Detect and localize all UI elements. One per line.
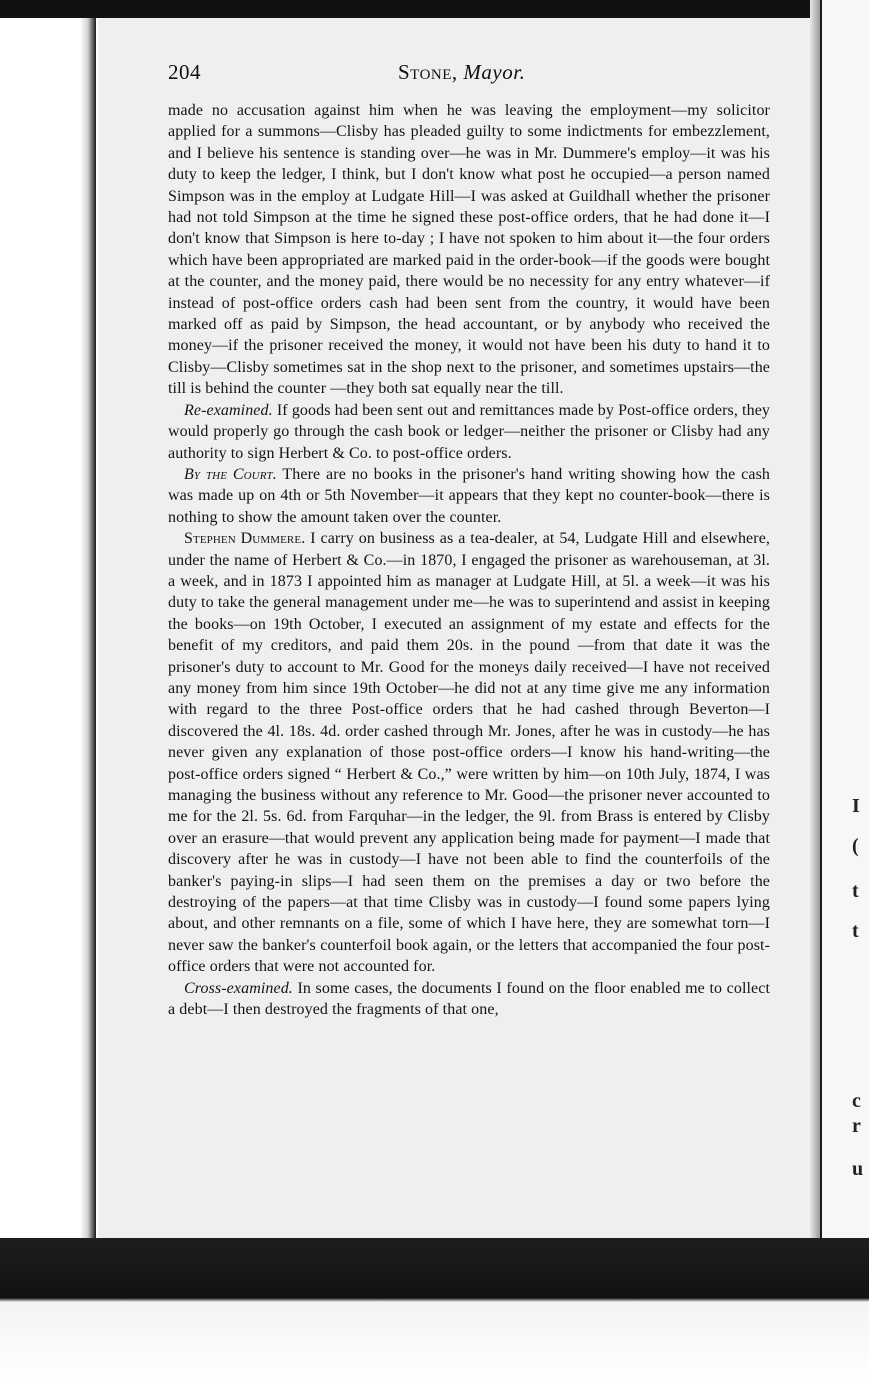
facing-page-glyph: I [852,795,860,817]
running-head-name: Stone, [398,60,458,84]
paragraph-text: I carry on business as a tea-dealer, at 54, Ludgate Hill and elsewhere, under the name of Herbert & Co.—in 1870, I engaged the prisoner as warehouseman, at 3l. a week, and in 1873 I appointed him as manager at Ludgate Hill, at 5l. a week—it was his duty to take the general management under me—he was to superintend and assist in keeping the books—on 19th October, I executed an assignment of my estate and effects for the benefit of my creditors, and paid them 20s. in the pound —from that date it was the prisoner's duty to account to Mr. Good for the moneys daily received—I have not received any money from him since 19th October—he did not at any time give me any information with regard to the three Post-office orders that he had cashed through Beverton—I discovered the 4l. 18s. 4d. order cashed through Mr. Jones, after he was in custody—he has never given any explanation of those post-office orders—I know his hand-writing—the post-office orders signed “ Herbert & Co.,” were written by him—on 10th July, 1874, I was managing the business without any reference to Mr. Good—the prisoner never accounted to me for the 2l. 5s. 6d. from Farquhar—in the ledger, the 9l. from Brass is entered by Clisby over an erasure—that would prevent any application being made for payment—I made that discovery after he was in custody—I have not been able to find the counterfoils of the banker's paying-in slips—I had seen them on the premises a day or two before the destroying of the papers—at that time Clisby was in custody—I found some papers lying about, and other remnants on a file, some of which I have here, they are somewhat torn—I never saw the banker's counterfoil book again, or the letters that accompanied the four post-office orders that were not accounted for. [168,530,770,976]
paragraph [168,400,770,464]
paragraph-lead: Stephen Dummere. [184,530,306,548]
paragraph-text: If goods had been sent out and remittances made by Post-office orders, they would properly go through the cash book or ledger—neither the prisoner or Clisby had any authority to sign Herbert & Co. to post-office orders. [168,401,770,462]
facing-page-glyph: u [852,1158,864,1180]
scan-top-edge [0,0,869,18]
paragraph-lead: By the Court. [184,465,277,483]
paragraph-lead: Cross-examined. [184,979,293,997]
running-head-title: Mayor. [463,60,526,84]
facing-page-glyph: t [852,880,859,902]
paragraph-text: In some cases, the documents I found on the floor enabled me to collect a debt—I then destroyed the fragments of that one, [168,979,770,1019]
running-head [398,60,525,85]
page-header [168,60,768,90]
body-text [168,100,770,1020]
facing-page-glyph: t [852,920,859,942]
scan-bottom-edge [0,1238,869,1385]
facing-page-edge [818,0,869,1385]
book-gutter [810,0,820,1238]
facing-page-glyph: ( [852,835,859,857]
paragraph [168,100,770,400]
paragraph [168,528,770,978]
paragraph [168,464,770,528]
paragraph-text: There are no books in the prisoner's hand writing showing how the cash was made up on 4th or 5th November—it appears that they kept no counter-book—there is nothing to show the amount taken over the counter. [168,465,770,526]
page-number: 204 [168,60,201,84]
paragraph-lead: Re-examined. [184,401,273,419]
facing-page-glyph: r [852,1115,861,1137]
scan-left-margin [0,0,96,1385]
paragraph [168,978,770,1021]
facing-page-glyph: c [852,1090,861,1112]
paragraph-text: made no accusation against him when he was leaving the employment—my solicitor applied for a summons—Clisby has pleaded guilty to some indictments for embezzlement, and I believe his sentence is standing over—he was in Mr. Dummere's employ—it was his duty to keep the ledger, I think, but I don't know what post he occupied—a person named Simpson was in the employ at Ludgate Hill—I was asked at Guildhall whether the prisoner had not told Simpson at the time he signed these post-office orders, that he had done it—I don't know that Simpson is here to-day ; I have not spoken to him about it—the four orders which have been appropriated are marked paid in the order-book—if the goods were bought at the counter, and the money paid, there would be no necessity for any entry whatever—if instead of post-office orders cash had been sent from the country, it would have been marked off as paid by Simpson, the head accountant, or by anybody who received the money—if the prisoner received the money, it would not have been his duty to hand it to Clisby—Clisby sometimes sat in the shop next to the prisoner, and sometimes upstairs—the till is behind the counter —they both sat equally near the till. [168,102,770,398]
book-page [98,18,810,1238]
